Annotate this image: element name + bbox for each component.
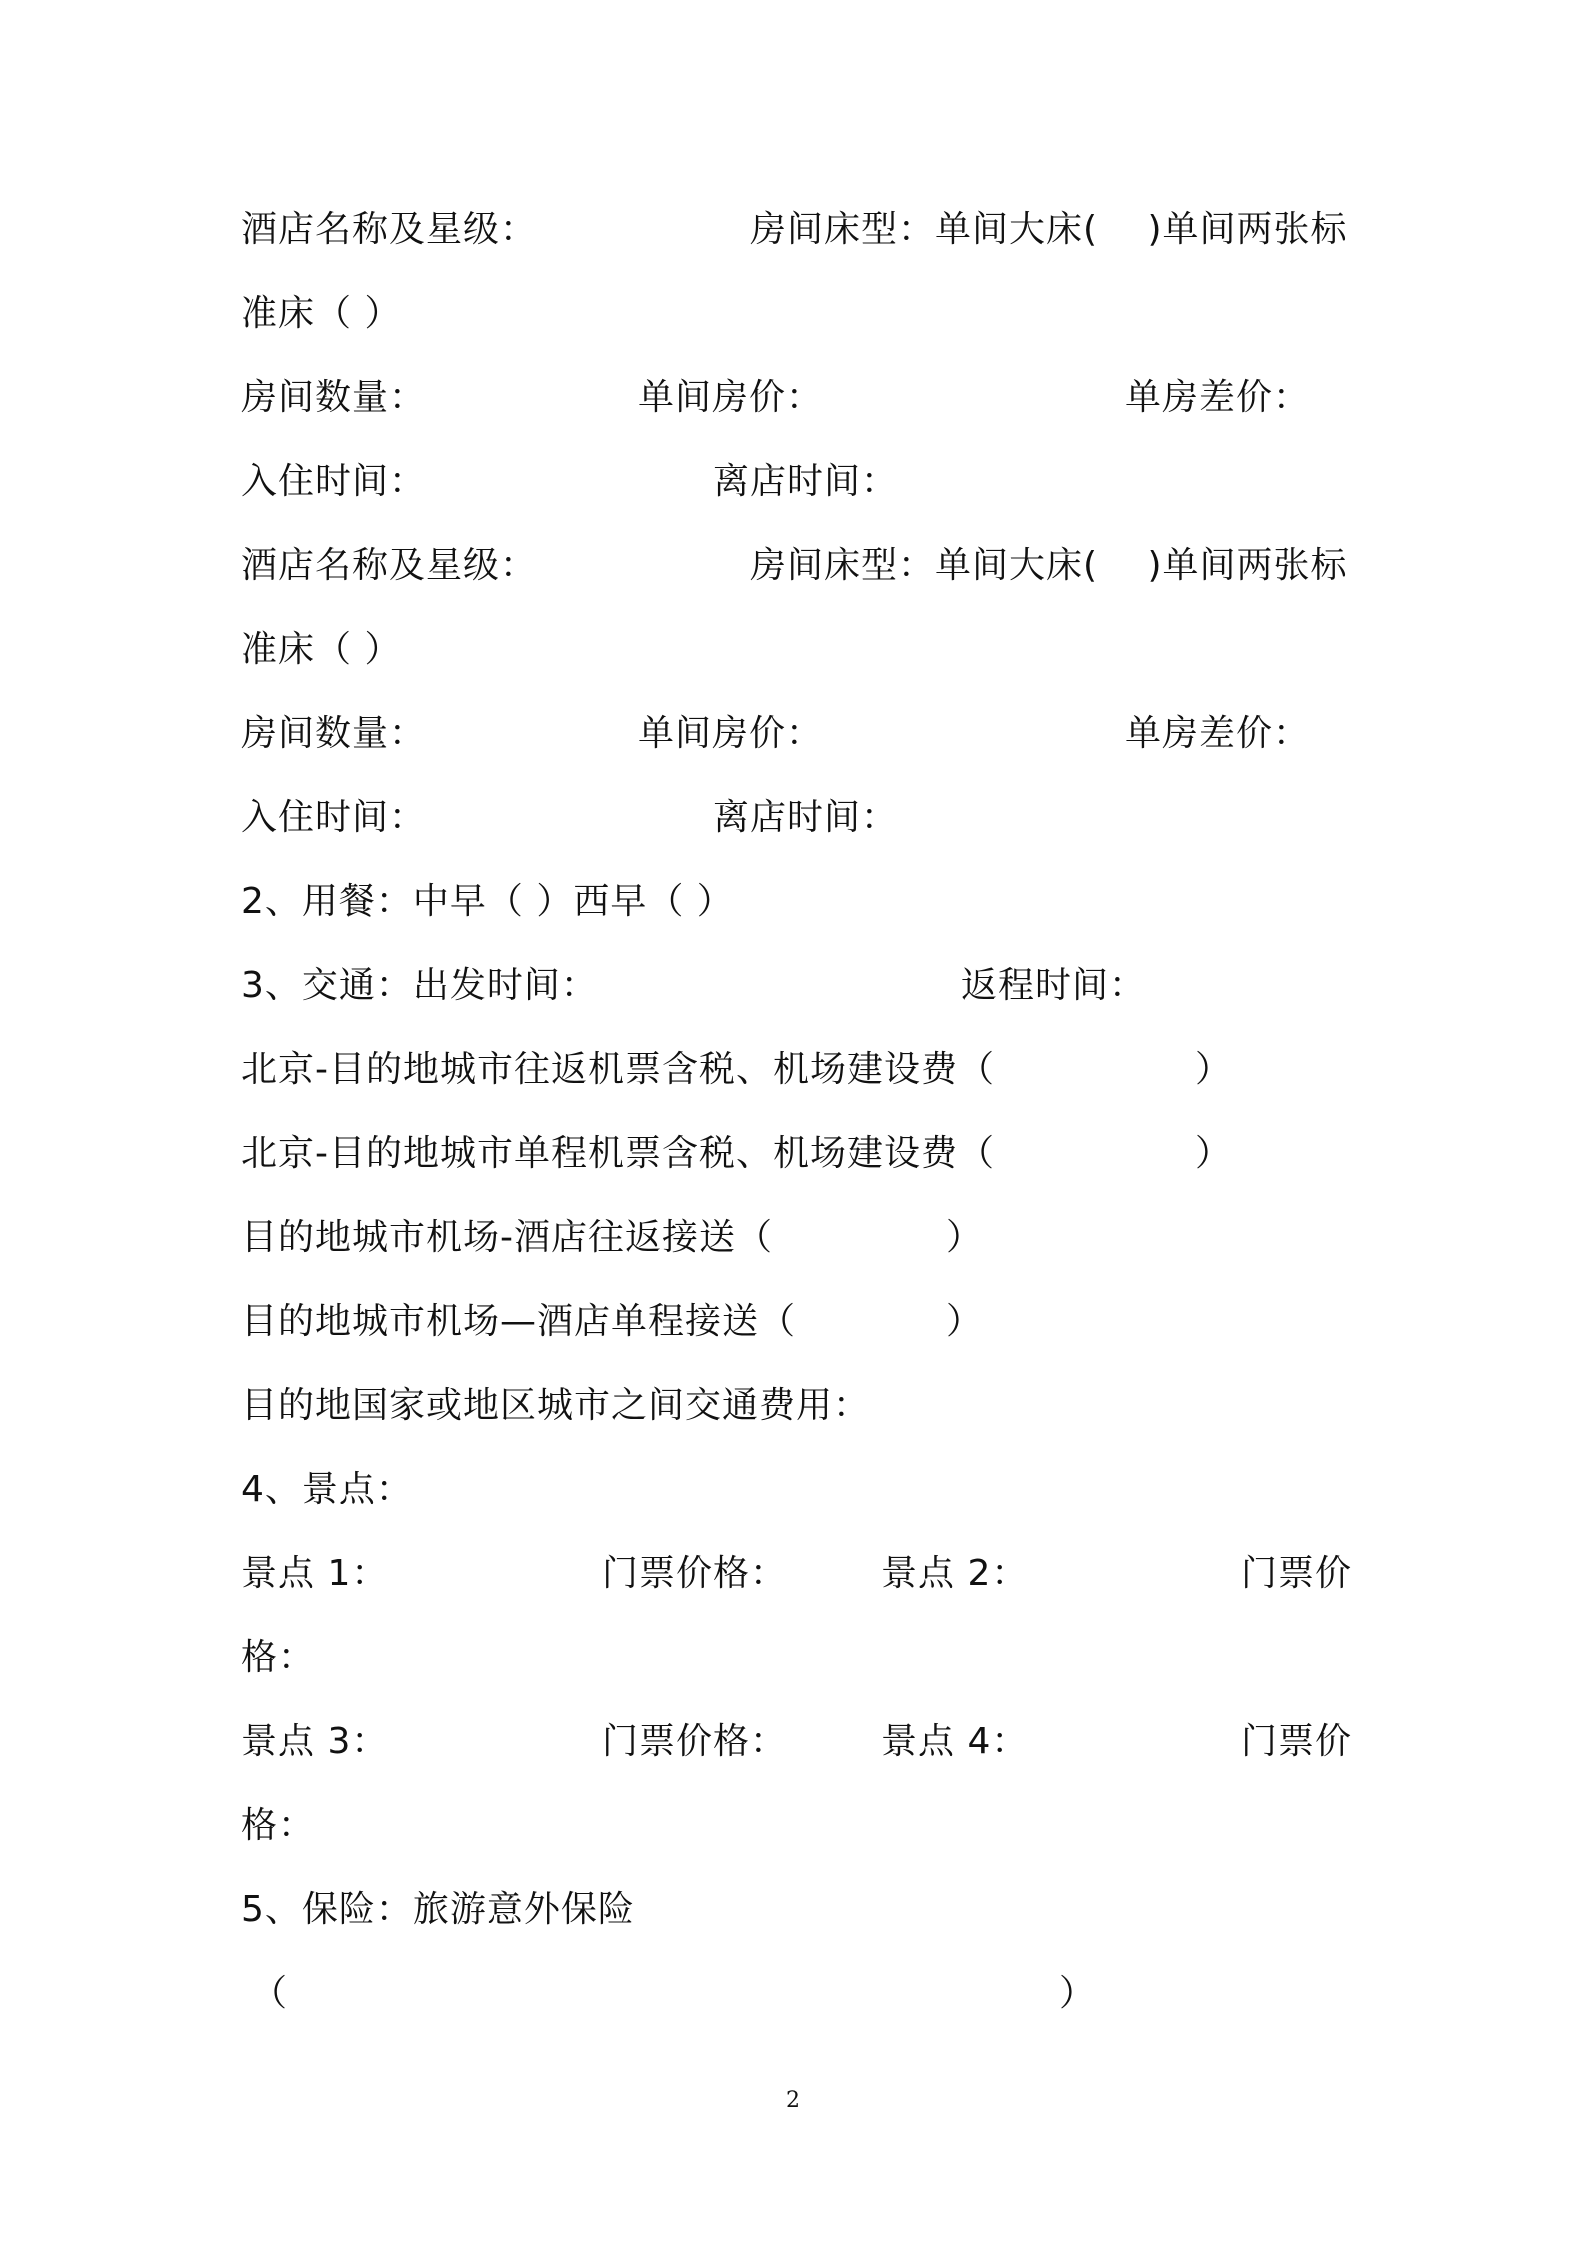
- roundtrip-transfer-close: ）: [946, 1217, 984, 1258]
- checkout-label: 离店时间：: [713, 461, 899, 502]
- hotel1-dates-row: [241, 452, 1386, 512]
- ticket2-label: 门票价: [1241, 1553, 1353, 1594]
- oneway-transfer-close: ）: [946, 1301, 984, 1342]
- room-price-label: 单间房价：: [638, 713, 824, 754]
- sights-row-1-cont: [241, 1628, 1386, 1688]
- page-number: 2: [786, 2088, 800, 2113]
- spot1-label: 景点 1：: [241, 1553, 389, 1594]
- single-supplement-label: 单房差价：: [1125, 377, 1311, 418]
- bed-type-label: 房间床型：单间大床( )单间两张标: [750, 209, 1348, 250]
- checkin-label: 入住时间：: [241, 461, 427, 502]
- intercity-row: [241, 1376, 1386, 1436]
- single-supplement-label: 单房差价：: [1125, 713, 1311, 754]
- room-count-label: 房间数量：: [241, 713, 427, 754]
- hotel1-twin-row: [241, 284, 1386, 344]
- spot4-label: 景点 4：: [881, 1721, 1029, 1762]
- oneway-air-label: 北京-目的地城市单程机票含税、机场建设费（: [241, 1133, 995, 1174]
- roundtrip-air-close: ）: [1195, 1049, 1233, 1090]
- ticket3-label: 门票价格：: [602, 1721, 788, 1762]
- hotel-name-label: 酒店名称及星级：: [241, 209, 538, 250]
- sights-row-1: [241, 1544, 1386, 1604]
- room-price-label: 单间房价：: [638, 377, 824, 418]
- spot3-label: 景点 3：: [241, 1721, 389, 1762]
- spot2-label: 景点 2：: [881, 1553, 1029, 1594]
- hotel2-twin-row: [241, 620, 1386, 680]
- sights-row-2: [241, 1712, 1386, 1772]
- room-count-label: 房间数量：: [241, 377, 427, 418]
- insurance-heading: 5、保险：旅游意外保险: [241, 1889, 635, 1930]
- transport-row: [241, 956, 1386, 1016]
- meals-row: [241, 872, 1386, 932]
- oneway-air-row: [241, 1124, 1386, 1184]
- bed-type-label: 房间床型：单间大床( )单间两张标: [750, 545, 1348, 586]
- roundtrip-air-row: [241, 1040, 1386, 1100]
- insurance-blank-row: [241, 1964, 1386, 2024]
- twin-bed-label: 准床（ ）: [241, 293, 402, 334]
- insurance-row: [241, 1880, 1386, 1940]
- roundtrip-transfer-label: 目的地城市机场-酒店往返接送（: [241, 1217, 773, 1258]
- hotel2-name-row: [241, 536, 1386, 596]
- hotel2-rooms-row: [241, 704, 1386, 764]
- sights-heading-row: [241, 1460, 1386, 1520]
- oneway-air-close: ）: [1195, 1133, 1233, 1174]
- ticket4-label: 门票价: [1241, 1721, 1353, 1762]
- sights-row-2-cont: [241, 1796, 1386, 1856]
- return-time-label: 返程时间：: [961, 965, 1147, 1006]
- hotel2-dates-row: [241, 788, 1386, 848]
- intercity-label: 目的地国家或地区城市之间交通费用：: [241, 1385, 871, 1426]
- ticket2-label-cont: 格：: [241, 1637, 316, 1678]
- transport-heading: 3、交通：出发时间：: [241, 965, 598, 1006]
- oneway-transfer-row: [241, 1292, 1386, 1352]
- roundtrip-air-label: 北京-目的地城市往返机票含税、机场建设费（: [241, 1049, 995, 1090]
- twin-bed-label: 准床（ ）: [241, 629, 402, 670]
- meals-label: 2、用餐：中早（ ）西早（ ）: [241, 881, 734, 922]
- insurance-open-paren: （: [251, 1973, 289, 2014]
- roundtrip-transfer-row: [241, 1208, 1386, 1268]
- checkout-label: 离店时间：: [713, 797, 899, 838]
- oneway-transfer-label: 目的地城市机场—酒店单程接送（: [241, 1301, 797, 1342]
- hotel-name-label: 酒店名称及星级：: [241, 545, 538, 586]
- ticket1-label: 门票价格：: [602, 1553, 788, 1594]
- hotel1-rooms-row: [241, 368, 1386, 428]
- insurance-close-paren: ）: [1059, 1973, 1097, 2014]
- hotel1-name-row: [241, 200, 1386, 260]
- checkin-label: 入住时间：: [241, 797, 427, 838]
- ticket4-label-cont: 格：: [241, 1805, 316, 1846]
- sights-heading: 4、景点：: [241, 1469, 413, 1510]
